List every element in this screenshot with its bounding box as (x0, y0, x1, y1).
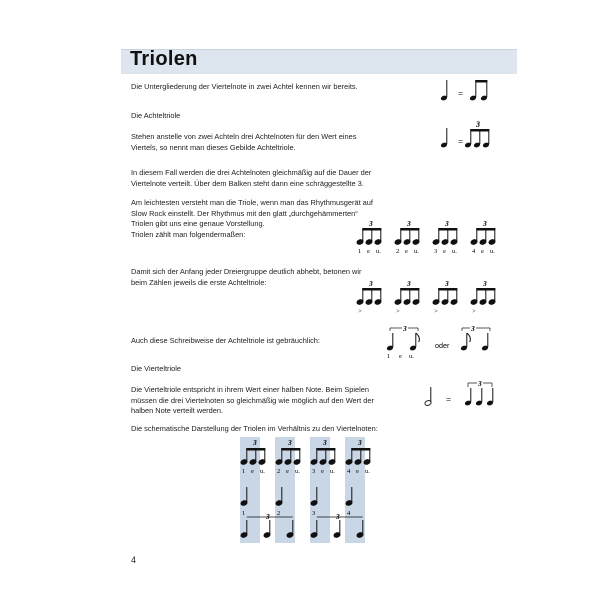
count-syllable: e (443, 248, 446, 255)
count-syllable: 4 (472, 248, 476, 255)
triplet-number: 3 (471, 324, 475, 333)
highlight-column (275, 437, 295, 543)
count-syllable: 2 (396, 248, 400, 255)
paragraph-line: Die Vierteltriole entspricht in ihrem Wert einer halben Note. Beim Spielen (131, 385, 369, 394)
beat-count: 3 (312, 510, 316, 517)
paragraph-line: beim Zählen jeweils die erste Achteltriole: (131, 277, 267, 287)
count-syllable: e (405, 248, 408, 255)
paragraph: Die Untergliederung der Viertelnote in zwei Achtel kennen wir bereits. (131, 82, 358, 91)
paragraph: Die schematische Darstellung der Triolen im Verhältnis zu den Viertelnoten: (131, 424, 378, 433)
count-syllable: u. (260, 468, 265, 475)
triplet-number: 3 (483, 280, 487, 288)
paragraph: Auch diese Schreibweise der Achteltriole ist gebräuchlich: (131, 336, 320, 345)
section-heading: Die Achteltriole (131, 111, 181, 120)
paragraph-line: Viertelnote verteilt. Über dem Balken steht dann eine schräggestellte 3. (131, 178, 364, 188)
half-equals-quarter-triplet-figure (418, 378, 518, 410)
triplet-number: 3 (445, 280, 449, 288)
quarter-equals-triplet-figure (436, 120, 496, 152)
triplet-number: 3 (369, 219, 373, 228)
paragraph-line: Slow Rock einstellt. Der Rhythmus mit den glatt „durchgehämmerten“ (131, 208, 358, 218)
count-syllable: u. (330, 468, 335, 475)
paragraph-line: müssen die drei Viertelnoten so gleichmäßig wie möglich auf den Wert der (131, 395, 374, 405)
beam (476, 228, 495, 231)
count-syllable: u. (452, 248, 457, 255)
accented-triplets-figure (352, 280, 522, 316)
triplet-number: 3 (288, 438, 292, 447)
triplet-number: 3 (358, 438, 362, 447)
beam (281, 448, 300, 451)
paragraph-line: In diesem Fall werden die drei Achtelnoten gleichmäßig auf die Dauer der (131, 168, 372, 177)
count-syllable: u. (365, 468, 370, 475)
beat-count: 4 (347, 510, 351, 517)
paragraph-line: Triolen zählt man folgendermaßen: (131, 229, 246, 239)
triplet-number: 3 (478, 379, 482, 388)
paragraph-line: Viertels, so nennt man dieses Gebilde Achteltriole. (131, 142, 296, 152)
count-syllable: u. (295, 468, 300, 475)
count-syllable: u. (409, 353, 414, 360)
count-syllable: u. (414, 248, 419, 255)
beam (475, 80, 487, 83)
beam (362, 228, 381, 231)
page-number: 4 (131, 555, 137, 565)
paragraph-line: Damit sich der Anfang jeder Dreiergruppe deutlich abhebt, betonen wir (131, 267, 362, 276)
beam (438, 228, 457, 231)
highlight-column (310, 437, 330, 543)
count-syllable: 1 (358, 248, 362, 255)
count-syllable: 3 (312, 468, 316, 475)
triplet-number: 3 (476, 120, 480, 129)
paragraph-line: Triolen gibt uns eine genaue Vorstellung. (131, 219, 265, 229)
alternative-triplet-notation-figure (382, 324, 502, 360)
count-syllable: e (251, 468, 254, 475)
section-heading: Die Vierteltriole (131, 364, 181, 373)
beat-count: 1 (242, 510, 246, 517)
triplets-counting-figure (352, 218, 522, 258)
triplet-number: 3 (369, 280, 373, 288)
triplet-number: 3 (445, 219, 449, 228)
count-syllable: u. (490, 248, 495, 255)
triplet-number: 3 (407, 280, 411, 288)
beam (316, 448, 335, 451)
beam (400, 288, 419, 291)
accent-mark: > (472, 308, 476, 315)
count-syllable: 2 (277, 468, 281, 475)
count-syllable: e (399, 353, 402, 360)
triplet-number: 3 (483, 219, 487, 228)
count-syllable: e (286, 468, 289, 475)
equals-sign: = (458, 137, 464, 147)
accent-mark: > (358, 308, 362, 315)
count-syllable: e (367, 248, 370, 255)
triplet-number: 3 (407, 219, 411, 228)
triplet-number: 3 (253, 438, 257, 447)
paragraph-line: Am leichtesten versteht man die Triole, wenn man das Rhythmusgerät auf (131, 198, 373, 207)
paragraph-line: Stehen anstelle von zwei Achteln drei Achtelnoten für den Wert eines (131, 132, 357, 141)
oder-label: oder (435, 341, 450, 350)
highlight-column (345, 437, 365, 543)
quarter-equals-eighths-figure (436, 76, 496, 106)
count-syllable: e (356, 468, 359, 475)
count-syllable: 3 (434, 248, 438, 255)
beam (476, 288, 495, 291)
beat-count: 2 (277, 510, 281, 517)
count-syllable: u. (376, 248, 381, 255)
beam (246, 448, 265, 451)
highlight-column (240, 437, 260, 543)
beam (351, 448, 370, 451)
triplet-number: 3 (323, 438, 327, 447)
accent-mark: > (396, 308, 400, 315)
beam (400, 228, 419, 231)
equals-sign: = (446, 395, 452, 405)
count-syllable: 1 (242, 468, 246, 475)
beam (438, 288, 457, 291)
triplet-number: 3 (266, 512, 270, 521)
triplet-schematic-diagram (236, 437, 376, 543)
triplet-number: 3 (336, 512, 340, 521)
accent-mark: > (434, 308, 438, 315)
beam (362, 288, 381, 291)
page-title: Triolen (130, 48, 198, 70)
count-syllable: 4 (347, 468, 351, 475)
triplet-number: 3 (403, 324, 407, 333)
count-syllable: e (321, 468, 324, 475)
count-syllable: e (481, 248, 484, 255)
paragraph-line: halben Note verteilt werden. (131, 406, 224, 416)
equals-sign: = (458, 89, 464, 99)
count-syllable: 1 (387, 353, 391, 360)
beam (470, 129, 489, 132)
